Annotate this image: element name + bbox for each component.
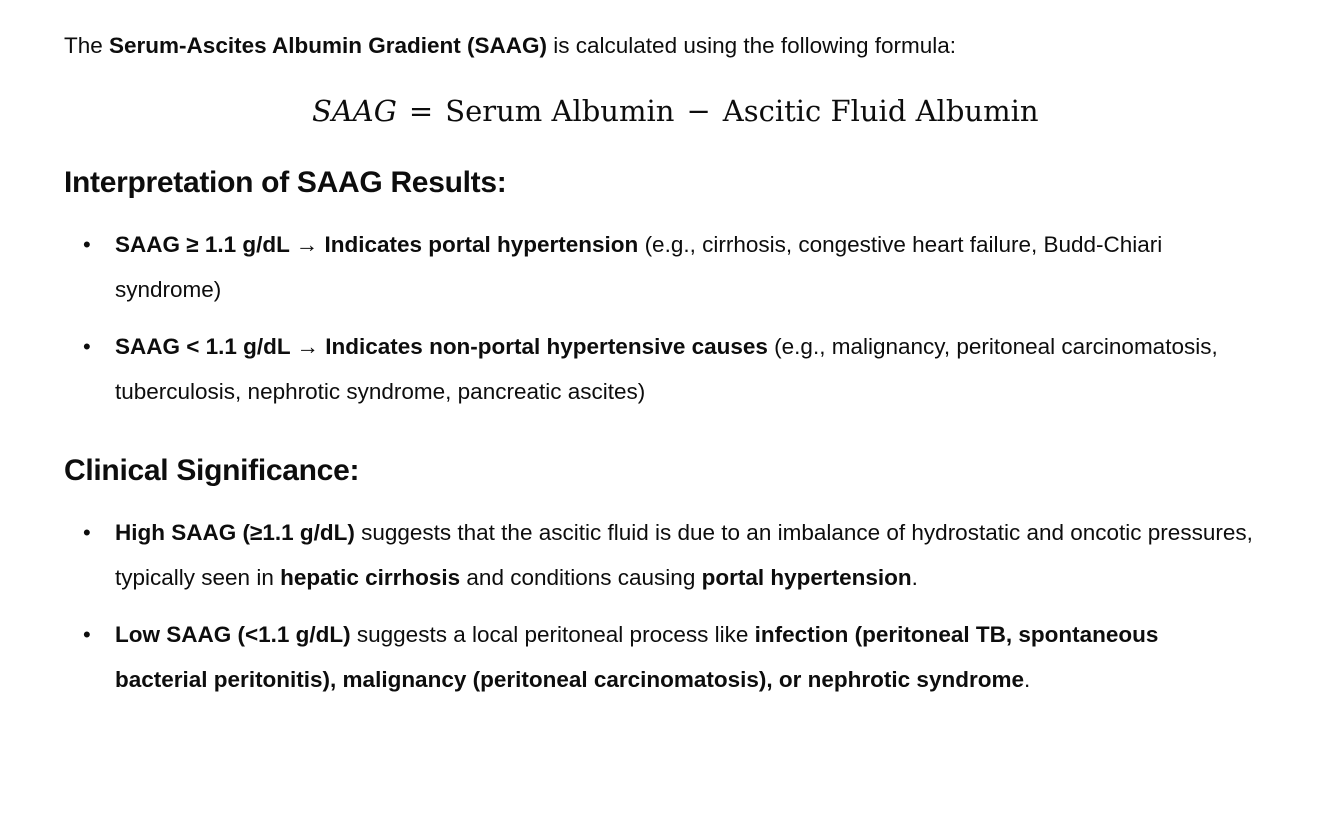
list-item: [64, 222, 1254, 312]
item-arrow: →: [289, 232, 325, 257]
bullet-marker: •: [83, 232, 91, 257]
formula-term-serum: Serum Albumin: [445, 94, 675, 128]
high-saag-text-2: and conditions causing: [460, 565, 702, 590]
high-saag-text-3: .: [911, 565, 918, 590]
item-arrow: →: [290, 334, 326, 359]
bullet-marker: •: [83, 622, 91, 647]
intro-bold-term: Serum-Ascites Albumin Gradient (SAAG): [109, 33, 548, 58]
high-saag-cirrhosis: hepatic cirrhosis: [280, 565, 461, 590]
intro-paragraph: [64, 31, 956, 61]
saag-formula: [312, 92, 1039, 130]
intro-text-before: The: [64, 33, 110, 58]
high-saag-text-1: suggests that the ascitic fluid is due to an imbalance of hydrostatic and oncotic pressures, typically seen in: [115, 520, 1253, 590]
low-saag-text-1: suggests a local peritoneal process like: [350, 622, 755, 647]
intro-text-after: is calculated using the following formula:: [547, 33, 956, 58]
low-saag-causes: infection (peritoneal TB, spontaneous bacterial peritonitis), malignancy (peritoneal carcinomatosis), or nephrotic syndrome: [115, 622, 1159, 692]
formula-lhs: SAAG: [312, 94, 397, 128]
formula-minus: −: [686, 94, 711, 128]
item-examples: (e.g., cirrhosis, congestive heart failure, Budd-Chiari syndrome): [115, 232, 1163, 302]
bullet-marker: •: [83, 520, 91, 545]
item-examples: (e.g., malignancy, peritoneal carcinomatosis, tuberculosis, nephrotic syndrome, pancreatic ascites): [115, 334, 1218, 404]
significance-heading: Clinical Significance:: [64, 454, 360, 487]
item-indication: Indicates non-portal hypertensive causes: [325, 334, 768, 359]
list-item: [64, 510, 1254, 600]
low-saag-label: Low SAAG (<1.1 g/dL): [115, 622, 351, 647]
list-item: [64, 324, 1254, 414]
significance-list: [64, 510, 1254, 702]
list-item: [64, 612, 1254, 702]
high-saag-portal-hypertension: portal hypertension: [701, 565, 912, 590]
formula-equals: =: [408, 94, 434, 128]
high-saag-label: High SAAG (≥1.1 g/dL): [115, 520, 355, 545]
interpretation-heading: Interpretation of SAAG Results:: [64, 166, 507, 199]
item-threshold: SAAG < 1.1 g/dL: [115, 334, 291, 359]
interpretation-list: [64, 222, 1254, 414]
item-indication: Indicates portal hypertension: [324, 232, 639, 257]
low-saag-text-2: .: [1023, 667, 1031, 692]
item-threshold: SAAG ≥ 1.1 g/dL: [115, 232, 290, 257]
formula-term-ascitic: Ascitic Fluid Albumin: [722, 94, 1039, 128]
bullet-marker: •: [83, 334, 91, 359]
